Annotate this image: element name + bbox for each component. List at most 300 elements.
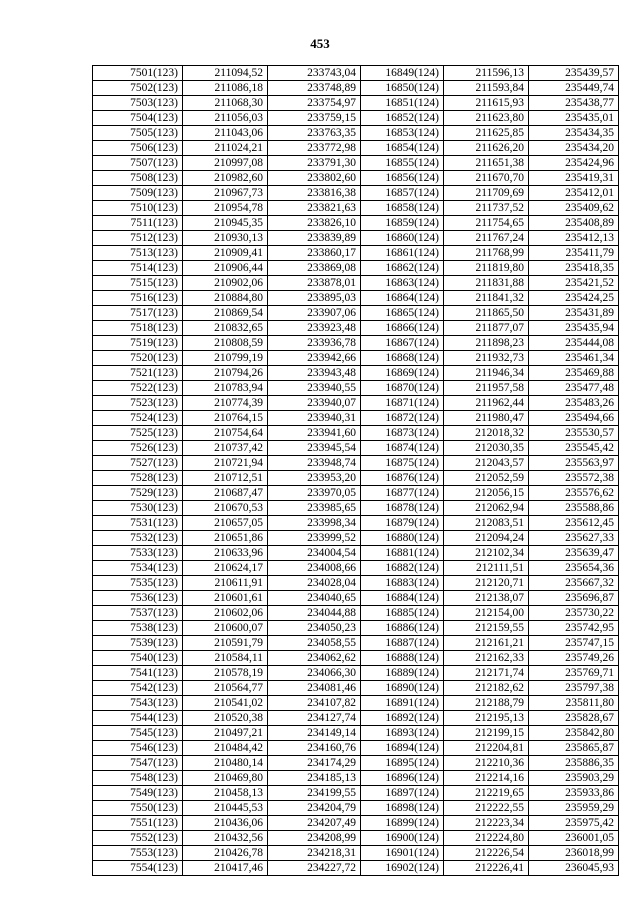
point-id-right: 16881(124) (361, 546, 444, 561)
x-coordinate-left: 210624,17 (183, 561, 268, 576)
y-coordinate-left: 234227,72 (268, 861, 361, 876)
table-row (93, 411, 619, 426)
point-id-left: 7549(123) (93, 786, 183, 801)
y-coordinate-left: 233826,10 (268, 216, 361, 231)
table-row (93, 741, 619, 756)
x-coordinate-left: 210670,53 (183, 501, 268, 516)
point-id-right: 16902(124) (361, 861, 444, 876)
y-coordinate-left: 233940,07 (268, 396, 361, 411)
x-coordinate-right: 212161,21 (444, 636, 529, 651)
x-coordinate-left: 210633,96 (183, 546, 268, 561)
point-id-right: 16857(124) (361, 186, 444, 201)
y-coordinate-right: 235975,42 (529, 816, 619, 831)
y-coordinate-right: 235588,86 (529, 501, 619, 516)
x-coordinate-left: 211068,30 (183, 96, 268, 111)
y-coordinate-right: 235419,31 (529, 171, 619, 186)
x-coordinate-left: 210445,53 (183, 801, 268, 816)
x-coordinate-right: 211898,23 (444, 336, 529, 351)
x-coordinate-right: 212223,34 (444, 816, 529, 831)
y-coordinate-left: 233821,63 (268, 201, 361, 216)
point-id-left: 7511(123) (93, 216, 183, 231)
x-coordinate-left: 210783,94 (183, 381, 268, 396)
point-id-left: 7503(123) (93, 96, 183, 111)
point-id-right: 16891(124) (361, 696, 444, 711)
x-coordinate-left: 210591,79 (183, 636, 268, 651)
x-coordinate-left: 211094,52 (183, 66, 268, 81)
table-row (93, 666, 619, 681)
x-coordinate-left: 210721,94 (183, 456, 268, 471)
y-coordinate-right: 235483,26 (529, 396, 619, 411)
y-coordinate-left: 233998,34 (268, 516, 361, 531)
x-coordinate-left: 210651,86 (183, 531, 268, 546)
table-row (93, 846, 619, 861)
y-coordinate-right: 235477,48 (529, 381, 619, 396)
x-coordinate-right: 212094,24 (444, 531, 529, 546)
y-coordinate-right: 235439,57 (529, 66, 619, 81)
point-id-right: 16883(124) (361, 576, 444, 591)
table-row (93, 531, 619, 546)
x-coordinate-right: 212162,33 (444, 651, 529, 666)
point-id-right: 16877(124) (361, 486, 444, 501)
y-coordinate-left: 234008,66 (268, 561, 361, 576)
point-id-left: 7538(123) (93, 621, 183, 636)
x-coordinate-right: 212222,55 (444, 801, 529, 816)
x-coordinate-left: 210458,13 (183, 786, 268, 801)
y-coordinate-left: 234127,74 (268, 711, 361, 726)
x-coordinate-right: 211819,80 (444, 261, 529, 276)
point-id-left: 7513(123) (93, 246, 183, 261)
y-coordinate-left: 234207,49 (268, 816, 361, 831)
point-id-right: 16887(124) (361, 636, 444, 651)
y-coordinate-left: 233970,05 (268, 486, 361, 501)
point-id-right: 16878(124) (361, 501, 444, 516)
x-coordinate-left: 210794,26 (183, 366, 268, 381)
y-coordinate-right: 235576,62 (529, 486, 619, 501)
point-id-left: 7554(123) (93, 861, 183, 876)
point-id-left: 7506(123) (93, 141, 183, 156)
point-id-left: 7514(123) (93, 261, 183, 276)
point-id-left: 7553(123) (93, 846, 183, 861)
y-coordinate-right: 235435,01 (529, 111, 619, 126)
y-coordinate-right: 236018,99 (529, 846, 619, 861)
y-coordinate-right: 235408,89 (529, 216, 619, 231)
y-coordinate-left: 233772,98 (268, 141, 361, 156)
point-id-right: 16866(124) (361, 321, 444, 336)
point-id-left: 7512(123) (93, 231, 183, 246)
table-row (93, 66, 619, 81)
x-coordinate-right: 211623,80 (444, 111, 529, 126)
point-id-right: 16879(124) (361, 516, 444, 531)
x-coordinate-left: 210967,73 (183, 186, 268, 201)
x-coordinate-right: 211877,07 (444, 321, 529, 336)
point-id-right: 16898(124) (361, 801, 444, 816)
y-coordinate-left: 234066,30 (268, 666, 361, 681)
y-coordinate-right: 235828,67 (529, 711, 619, 726)
point-id-left: 7508(123) (93, 171, 183, 186)
x-coordinate-left: 210737,42 (183, 441, 268, 456)
x-coordinate-right: 211980,47 (444, 411, 529, 426)
y-coordinate-left: 234149,14 (268, 726, 361, 741)
y-coordinate-left: 233948,74 (268, 456, 361, 471)
y-coordinate-left: 234004,54 (268, 546, 361, 561)
x-coordinate-left: 210484,42 (183, 741, 268, 756)
x-coordinate-right: 211625,85 (444, 126, 529, 141)
y-coordinate-right: 235627,33 (529, 531, 619, 546)
x-coordinate-left: 210808,59 (183, 336, 268, 351)
table-row (93, 276, 619, 291)
x-coordinate-right: 211709,69 (444, 186, 529, 201)
point-id-right: 16873(124) (361, 426, 444, 441)
table-row (93, 561, 619, 576)
x-coordinate-left: 210954,78 (183, 201, 268, 216)
y-coordinate-right: 235811,80 (529, 696, 619, 711)
point-id-right: 16859(124) (361, 216, 444, 231)
point-id-left: 7502(123) (93, 81, 183, 96)
x-coordinate-right: 212062,94 (444, 501, 529, 516)
y-coordinate-left: 233941,60 (268, 426, 361, 441)
y-coordinate-left: 234208,99 (268, 831, 361, 846)
y-coordinate-right: 235742,95 (529, 621, 619, 636)
point-id-left: 7551(123) (93, 816, 183, 831)
y-coordinate-right: 235449,74 (529, 81, 619, 96)
table-row (93, 861, 619, 876)
y-coordinate-right: 235933,86 (529, 786, 619, 801)
table-row (93, 441, 619, 456)
y-coordinate-right: 235654,36 (529, 561, 619, 576)
y-coordinate-left: 233999,52 (268, 531, 361, 546)
y-coordinate-left: 233860,17 (268, 246, 361, 261)
y-coordinate-right: 235444,08 (529, 336, 619, 351)
point-id-right: 16885(124) (361, 606, 444, 621)
point-id-right: 16863(124) (361, 276, 444, 291)
x-coordinate-right: 212138,07 (444, 591, 529, 606)
table-row (93, 201, 619, 216)
x-coordinate-left: 210601,61 (183, 591, 268, 606)
x-coordinate-right: 212226,54 (444, 846, 529, 861)
y-coordinate-left: 233791,30 (268, 156, 361, 171)
y-coordinate-left: 234107,82 (268, 696, 361, 711)
table-row (93, 321, 619, 336)
table-row (93, 456, 619, 471)
point-id-right: 16870(124) (361, 381, 444, 396)
x-coordinate-left: 211024,21 (183, 141, 268, 156)
point-id-right: 16871(124) (361, 396, 444, 411)
point-id-right: 16864(124) (361, 291, 444, 306)
point-id-right: 16896(124) (361, 771, 444, 786)
x-coordinate-right: 212154,00 (444, 606, 529, 621)
y-coordinate-left: 234218,31 (268, 846, 361, 861)
y-coordinate-left: 233923,48 (268, 321, 361, 336)
table-row (93, 156, 619, 171)
y-coordinate-right: 235469,88 (529, 366, 619, 381)
y-coordinate-left: 234062,62 (268, 651, 361, 666)
y-coordinate-right: 235412,01 (529, 186, 619, 201)
point-id-right: 16884(124) (361, 591, 444, 606)
y-coordinate-left: 233895,03 (268, 291, 361, 306)
x-coordinate-left: 211043,06 (183, 126, 268, 141)
y-coordinate-left: 233936,78 (268, 336, 361, 351)
table-row (93, 501, 619, 516)
point-id-left: 7542(123) (93, 681, 183, 696)
x-coordinate-right: 212052,59 (444, 471, 529, 486)
x-coordinate-right: 212199,15 (444, 726, 529, 741)
x-coordinate-right: 211962,44 (444, 396, 529, 411)
table-row (93, 126, 619, 141)
x-coordinate-left: 210602,06 (183, 606, 268, 621)
point-id-right: 16889(124) (361, 666, 444, 681)
x-coordinate-right: 212204,81 (444, 741, 529, 756)
x-coordinate-right: 211946,34 (444, 366, 529, 381)
x-coordinate-right: 211754,65 (444, 216, 529, 231)
point-id-left: 7545(123) (93, 726, 183, 741)
table-row (93, 816, 619, 831)
table-row (93, 171, 619, 186)
x-coordinate-left: 210832,65 (183, 321, 268, 336)
point-id-right: 16900(124) (361, 831, 444, 846)
y-coordinate-right: 235412,13 (529, 231, 619, 246)
point-id-left: 7544(123) (93, 711, 183, 726)
point-id-right: 16860(124) (361, 231, 444, 246)
table-row (93, 771, 619, 786)
point-id-right: 16901(124) (361, 846, 444, 861)
y-coordinate-right: 235639,47 (529, 546, 619, 561)
y-coordinate-left: 233802,60 (268, 171, 361, 186)
point-id-left: 7547(123) (93, 756, 183, 771)
point-id-left: 7518(123) (93, 321, 183, 336)
y-coordinate-right: 235494,66 (529, 411, 619, 426)
point-id-right: 16875(124) (361, 456, 444, 471)
x-coordinate-left: 210869,54 (183, 306, 268, 321)
y-coordinate-left: 233754,97 (268, 96, 361, 111)
y-coordinate-right: 235749,26 (529, 651, 619, 666)
y-coordinate-left: 234204,79 (268, 801, 361, 816)
x-coordinate-right: 212182,62 (444, 681, 529, 696)
x-coordinate-left: 210930,13 (183, 231, 268, 246)
x-coordinate-right: 212224,80 (444, 831, 529, 846)
point-id-left: 7540(123) (93, 651, 183, 666)
y-coordinate-left: 234040,65 (268, 591, 361, 606)
x-coordinate-right: 212018,32 (444, 426, 529, 441)
table-row (93, 246, 619, 261)
point-id-left: 7517(123) (93, 306, 183, 321)
point-id-right: 16869(124) (361, 366, 444, 381)
point-id-right: 16882(124) (361, 561, 444, 576)
point-id-left: 7548(123) (93, 771, 183, 786)
y-coordinate-right: 235424,96 (529, 156, 619, 171)
point-id-left: 7550(123) (93, 801, 183, 816)
y-coordinate-right: 235411,79 (529, 246, 619, 261)
point-id-left: 7529(123) (93, 486, 183, 501)
point-id-right: 16876(124) (361, 471, 444, 486)
point-id-right: 16849(124) (361, 66, 444, 81)
y-coordinate-left: 234028,04 (268, 576, 361, 591)
x-coordinate-right: 211768,99 (444, 246, 529, 261)
point-id-left: 7505(123) (93, 126, 183, 141)
point-id-left: 7530(123) (93, 501, 183, 516)
point-id-right: 16868(124) (361, 351, 444, 366)
y-coordinate-left: 233985,65 (268, 501, 361, 516)
y-coordinate-left: 233940,31 (268, 411, 361, 426)
table-row (93, 681, 619, 696)
point-id-right: 16853(124) (361, 126, 444, 141)
y-coordinate-right: 235424,25 (529, 291, 619, 306)
x-coordinate-left: 210564,77 (183, 681, 268, 696)
point-id-right: 16897(124) (361, 786, 444, 801)
y-coordinate-right: 235434,20 (529, 141, 619, 156)
x-coordinate-left: 210469,80 (183, 771, 268, 786)
y-coordinate-left: 233759,15 (268, 111, 361, 126)
x-coordinate-right: 212226,41 (444, 861, 529, 876)
table-row (93, 696, 619, 711)
y-coordinate-left: 234174,29 (268, 756, 361, 771)
point-id-left: 7534(123) (93, 561, 183, 576)
x-coordinate-right: 211865,50 (444, 306, 529, 321)
point-id-left: 7532(123) (93, 531, 183, 546)
x-coordinate-right: 212214,16 (444, 771, 529, 786)
point-id-left: 7522(123) (93, 381, 183, 396)
point-id-right: 16894(124) (361, 741, 444, 756)
x-coordinate-left: 210712,51 (183, 471, 268, 486)
x-coordinate-right: 211831,88 (444, 276, 529, 291)
y-coordinate-left: 233940,55 (268, 381, 361, 396)
point-id-right: 16862(124) (361, 261, 444, 276)
coordinates-table (92, 65, 619, 876)
point-id-left: 7546(123) (93, 741, 183, 756)
y-coordinate-left: 234044,88 (268, 606, 361, 621)
x-coordinate-left: 210884,80 (183, 291, 268, 306)
x-coordinate-right: 211651,38 (444, 156, 529, 171)
table-row (93, 141, 619, 156)
y-coordinate-left: 234199,55 (268, 786, 361, 801)
table-row (93, 336, 619, 351)
table-row (93, 711, 619, 726)
table-row (93, 381, 619, 396)
table-row (93, 486, 619, 501)
point-id-right: 16854(124) (361, 141, 444, 156)
point-id-right: 16856(124) (361, 171, 444, 186)
x-coordinate-right: 211670,70 (444, 171, 529, 186)
y-coordinate-left: 233878,01 (268, 276, 361, 291)
table-row (93, 591, 619, 606)
table-row (93, 606, 619, 621)
point-id-left: 7519(123) (93, 336, 183, 351)
point-id-left: 7528(123) (93, 471, 183, 486)
point-id-left: 7527(123) (93, 456, 183, 471)
point-id-right: 16895(124) (361, 756, 444, 771)
x-coordinate-right: 212195,13 (444, 711, 529, 726)
x-coordinate-left: 210520,38 (183, 711, 268, 726)
x-coordinate-left: 210764,15 (183, 411, 268, 426)
point-id-right: 16874(124) (361, 441, 444, 456)
x-coordinate-left: 210497,21 (183, 726, 268, 741)
point-id-right: 16899(124) (361, 816, 444, 831)
y-coordinate-right: 235730,22 (529, 606, 619, 621)
x-coordinate-left: 210774,39 (183, 396, 268, 411)
x-coordinate-left: 210657,05 (183, 516, 268, 531)
table-row (93, 111, 619, 126)
x-coordinate-right: 211596,13 (444, 66, 529, 81)
y-coordinate-right: 235563,97 (529, 456, 619, 471)
point-id-left: 7504(123) (93, 111, 183, 126)
x-coordinate-left: 210600,07 (183, 621, 268, 636)
y-coordinate-right: 235545,42 (529, 441, 619, 456)
y-coordinate-left: 233839,89 (268, 231, 361, 246)
table-row (93, 516, 619, 531)
y-coordinate-left: 234058,55 (268, 636, 361, 651)
x-coordinate-left: 210687,47 (183, 486, 268, 501)
x-coordinate-left: 210480,14 (183, 756, 268, 771)
y-coordinate-right: 235461,34 (529, 351, 619, 366)
point-id-left: 7509(123) (93, 186, 183, 201)
table-row (93, 636, 619, 651)
x-coordinate-left: 210436,06 (183, 816, 268, 831)
y-coordinate-left: 234185,13 (268, 771, 361, 786)
y-coordinate-left: 234081,46 (268, 681, 361, 696)
table-row (93, 546, 619, 561)
x-coordinate-left: 210417,46 (183, 861, 268, 876)
y-coordinate-right: 235421,52 (529, 276, 619, 291)
y-coordinate-left: 233907,06 (268, 306, 361, 321)
x-coordinate-left: 210909,41 (183, 246, 268, 261)
y-coordinate-right: 235886,35 (529, 756, 619, 771)
x-coordinate-left: 211056,03 (183, 111, 268, 126)
y-coordinate-right: 235530,57 (529, 426, 619, 441)
point-id-left: 7537(123) (93, 606, 183, 621)
x-coordinate-left: 210754,64 (183, 426, 268, 441)
point-id-left: 7539(123) (93, 636, 183, 651)
table-row (93, 366, 619, 381)
y-coordinate-right: 235409,62 (529, 201, 619, 216)
x-coordinate-right: 212171,74 (444, 666, 529, 681)
point-id-right: 16886(124) (361, 621, 444, 636)
x-coordinate-right: 212159,55 (444, 621, 529, 636)
y-coordinate-right: 235435,94 (529, 321, 619, 336)
table-row (93, 216, 619, 231)
table-row (93, 396, 619, 411)
x-coordinate-right: 211615,93 (444, 96, 529, 111)
point-id-right: 16850(124) (361, 81, 444, 96)
x-coordinate-right: 212188,79 (444, 696, 529, 711)
point-id-right: 16880(124) (361, 531, 444, 546)
table-row (93, 81, 619, 96)
table-row (93, 831, 619, 846)
x-coordinate-left: 210584,11 (183, 651, 268, 666)
x-coordinate-right: 212043,57 (444, 456, 529, 471)
point-id-left: 7516(123) (93, 291, 183, 306)
x-coordinate-right: 212056,15 (444, 486, 529, 501)
y-coordinate-right: 235431,89 (529, 306, 619, 321)
y-coordinate-right: 235797,38 (529, 681, 619, 696)
x-coordinate-right: 212111,51 (444, 561, 529, 576)
table-row (93, 726, 619, 741)
table-row (93, 471, 619, 486)
x-coordinate-right: 212219,65 (444, 786, 529, 801)
y-coordinate-left: 234050,23 (268, 621, 361, 636)
point-id-left: 7523(123) (93, 396, 183, 411)
x-coordinate-left: 210432,56 (183, 831, 268, 846)
y-coordinate-right: 235667,32 (529, 576, 619, 591)
y-coordinate-right: 235769,71 (529, 666, 619, 681)
table-row (93, 96, 619, 111)
point-id-left: 7536(123) (93, 591, 183, 606)
y-coordinate-right: 235572,38 (529, 471, 619, 486)
table-row (93, 576, 619, 591)
y-coordinate-right: 236001,05 (529, 831, 619, 846)
point-id-left: 7510(123) (93, 201, 183, 216)
x-coordinate-left: 210541,02 (183, 696, 268, 711)
point-id-left: 7541(123) (93, 666, 183, 681)
y-coordinate-right: 236045,93 (529, 861, 619, 876)
